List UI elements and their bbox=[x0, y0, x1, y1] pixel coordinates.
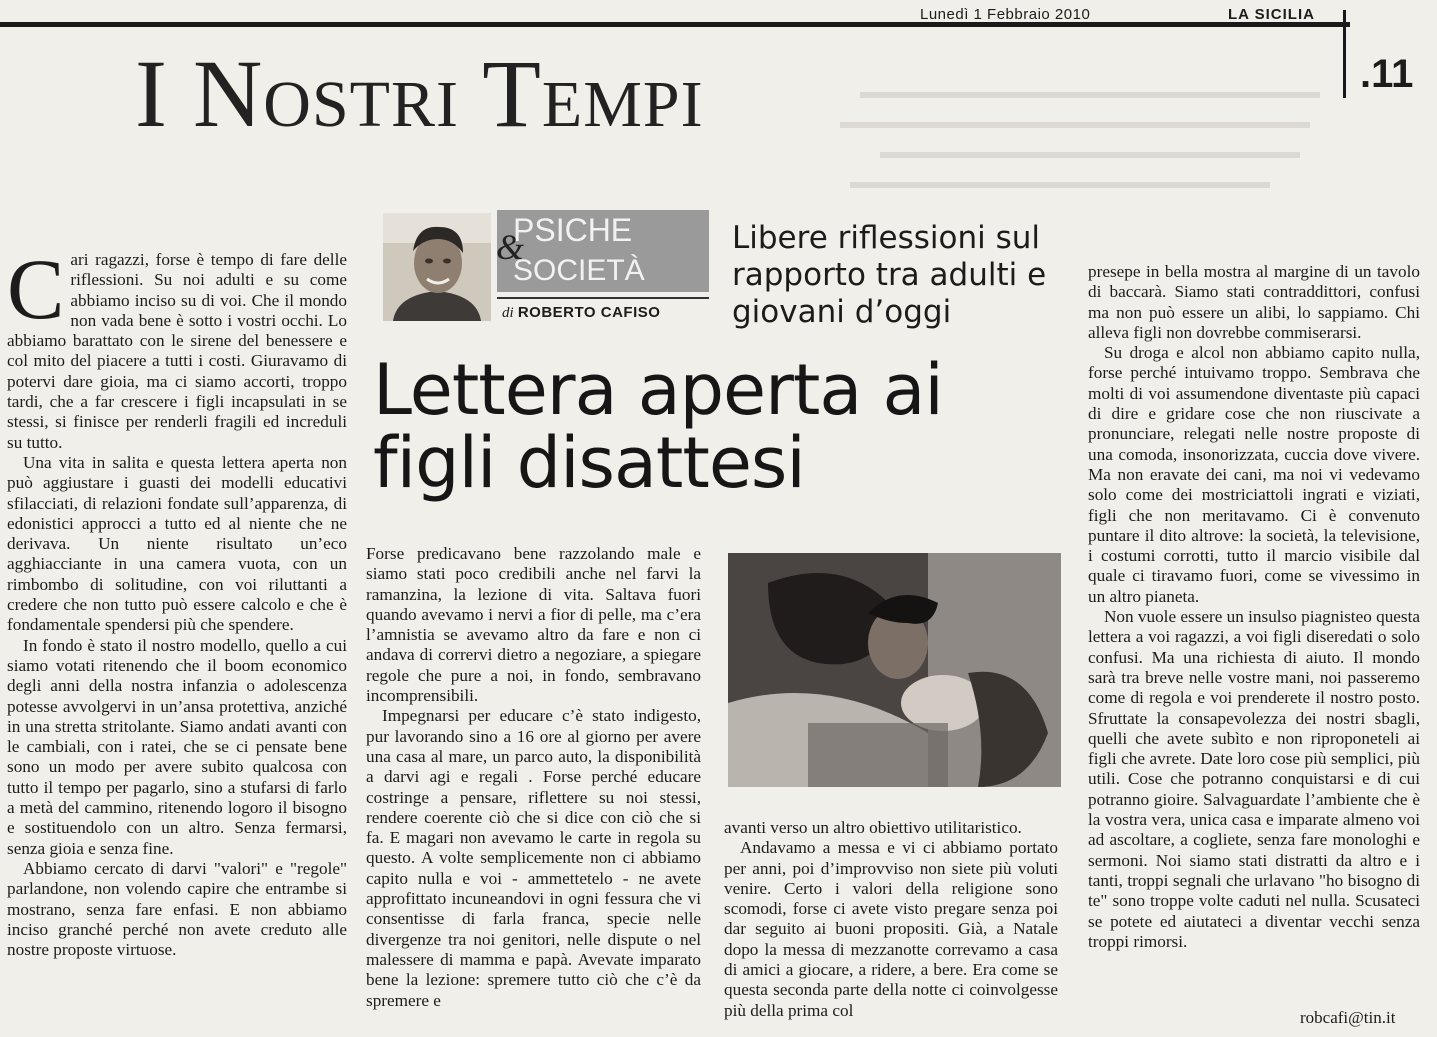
article-paragraph: Impegnarsi per educare c’è stato indigesto, pur lavorando sino a 16 ore al giorno per avere una casa al mare, un parco auto, la disponibilità a darvi agi e regali . Forse perché educare costringe a pensare, riflettere su noi stessi, rendere coerente ciò che si dice con ciò che si fa. E magari non avevamo le carte in regola su questo. A volte semplicemente non ci abbiamo capito nulla e voi - ammettetelo - ne avete approfittato incuneandovi in ogni fessura che vi consentisse di farla franca, specie nelle divergenze tra noi genitori, nelle dispute o nel malessere di mamma e papà. Avevate imparato bene la lezione: spremere tutto ciò che c’è da spremere e bbox=[366, 706, 701, 1010]
bleed-through-texture bbox=[840, 55, 1340, 195]
top-rule bbox=[0, 22, 1350, 27]
section-title-t: T bbox=[482, 40, 542, 147]
section-title-ostri: OSTRI bbox=[263, 68, 459, 141]
section-title-n: N bbox=[192, 40, 264, 147]
byline-di: di bbox=[502, 305, 514, 321]
drop-cap: C bbox=[7, 241, 65, 337]
article-column-2 bbox=[366, 544, 701, 1011]
bleed-through-lines bbox=[840, 55, 1340, 195]
paragraph-text: ari ragazzi, forse è tempo di fare delle riflessioni. Su noi adulti e su come abbiamo inciso su di voi. Che il mondo non vada bene è sotto i vostri occhi. Lo abbiamo barattato con le sirene del benessere e col mito del piacere a tutti i costi. Giuravamo di potervi dare gioia, ma ci siamo accorti, troppo tardi, che a far crescere i figli incapsulati in se stessi, si finisce per renderli fragili ed increduli su tutto. bbox=[7, 250, 347, 452]
article-paragraph: Una vita in salita e questa lettera aperta non può aggiustare i guasti dei modelli educativi sfilacciati, di relazioni fondate sull’apparenza, di edonistici approcci a tutto ed al niente che ne derivava. Un niente risultato un’eco agghiacciante in una camera vuota, con un rimbombo di solitudine, con voi riluttanti a credere che non tutto può essere calcolo e che è fondamentale spendersi più che spendere. bbox=[7, 452, 347, 635]
article-paragraph: Su droga e alcol non abbiamo capito nulla, forse perché intuivamo troppo. Sembrava che molti di voi assumendone diventaste più capaci di dire e gridare cose che non riuscivate a pronunciare, relegati nelle nostre proposte di una comoda, insonorizzata, cuccia dove vivere. Ma non eravate dei cani, ma noi vi vedevamo solo come dei mostriciattoli ingrati e viziati, figli che non meritavamo. Ci è convenuto puntare il dito altrove: la società, la televisione, i costumi corrotti, tutto il marcio visibile dal quale ci tiravamo fuori, come se vivessimo in un altro pianeta. bbox=[1088, 343, 1420, 606]
article-column-4 bbox=[1088, 262, 1420, 952]
article-column-3 bbox=[724, 818, 1058, 1021]
section-title bbox=[135, 38, 704, 149]
rubric-banner bbox=[497, 210, 709, 292]
byline-rule bbox=[497, 297, 709, 299]
issue-date: Lunedì 1 Febbraio 2010 bbox=[920, 6, 1091, 23]
author-email: robcafi@tin.it bbox=[1300, 1008, 1396, 1027]
section-title-empi: EMPI bbox=[541, 68, 704, 141]
rubric-ampersand: & bbox=[496, 227, 525, 267]
article-paragraph: In fondo è stato il nostro modello, quello a cui siamo votati ritenendo che il boom economico degli anni della nostra infanzia o adolescenza potesse avvolgervi in un’ansa protettiva, anziché in una stretta stritolante. Siamo andati avanti con le cambiali, con i ratei, che se ci pensate bene sono un modo per avere subito qualcosa con tutto il tempo per pagarlo, sino a stufarsi di farlo a metà del cammino, ritenendo logoro il bisogno e sostituendolo con un altro. Senza fermarsi, senza gioia e senza fine. bbox=[7, 635, 347, 858]
subheadline: Libere riflessioni sul rapporto tra adulti e giovani d’oggi bbox=[732, 220, 1047, 330]
article-paragraph bbox=[7, 241, 347, 453]
page-number: .11 bbox=[1360, 52, 1414, 96]
byline bbox=[502, 304, 660, 322]
article-photo bbox=[728, 553, 1061, 787]
rubric-word-psiche: PSICHE bbox=[513, 212, 633, 248]
article-column-1 bbox=[7, 241, 347, 960]
headline: Lettera aperta ai figli disattesi bbox=[373, 349, 943, 504]
section-title-i: I bbox=[135, 40, 168, 147]
newspaper-name: LA SICILIA bbox=[1228, 6, 1315, 23]
article-paragraph: Non vuole essere un insulso piagnisteo questa lettera a voi ragazzi, a voi figli diseredati o solo confusi. Ma una richiesta di aiuto. Il mondo sarà tra breve nelle vostre mani, noi passeremo come di regola e voi prenderete il nostro posto. Sfruttate la consapevolezza dei nostri sbagli, quelli che avete subìto e non riproponeteli ai figli che avrete. Date loro cose più semplici, più utili. Cose che potranno conquistarsi e di cui potranno gioire. Salvaguardate l’ambiente che è la vostra vera, unica casa e imparate almeno voi ad ascoltare, a cogliete, senza fare monologhi e sermoni. Noi siamo stati distratti da altro e i tanti, troppi segnali che urlavano "ho bisogno di te" sono troppe volte caduti nel nulla. Scusateci se potete ed aiutateci a diventar vecchi senza troppi rimorsi. bbox=[1088, 607, 1421, 951]
article-paragraph: Forse predicavano bene razzolando male e siamo stati poco credibili anche nel farvi la ramanzina, la lezione di vita. Saltava fuori quando avevamo i nervi a fior di pelle, ma c’era l’amnistia se avevamo altro da fare e non ci andava di corrervi dietro a negoziare, a spiegare regole che pure a noi, in fondo, sembravano incomprensibili. bbox=[366, 544, 701, 706]
byline-author: ROBERTO CAFISO bbox=[517, 304, 661, 321]
author-photo bbox=[383, 213, 491, 321]
couple-photo-image bbox=[728, 553, 1061, 787]
article-paragraph: avanti verso un altro obiettivo utilitaristico. bbox=[724, 818, 1022, 837]
page-number-divider bbox=[1343, 10, 1346, 98]
article-paragraph: presepe in bella mostra al margine di un tavolo di baccarà. Siamo stati contraddittori, confusi ma non può essere un alibi, lo sappiamo. Chi alleva figli non dovrebbe commiserarsi. bbox=[1088, 262, 1420, 342]
author-portrait-image bbox=[383, 213, 491, 321]
rubric-word-societa: SOCIETÀ bbox=[513, 254, 645, 287]
article-paragraph: Andavamo a messa e vi ci abbiamo portato per anni, poi d’improvviso non siete più voluti venire. Certo i valori della religione sono scomodi, forse ci avete visto pregare senza poi dar seguito ai buoni propositi. Già, a Natale dopo la messa di mezzanotte correvamo a casa di amici a giocare, a ridere, a bere. Era come se questa seconda parte della notte ci coinvolgesse più della prima col bbox=[724, 838, 1058, 1020]
article-paragraph: Abbiamo cercato di darvi "valori" e "regole" parlandone, non volendo capire che entrambe si mostrano, senza fare enfasi. E non abbiamo inciso granché perché non avete creduto alle nostre proposte virtuose. bbox=[7, 858, 347, 960]
